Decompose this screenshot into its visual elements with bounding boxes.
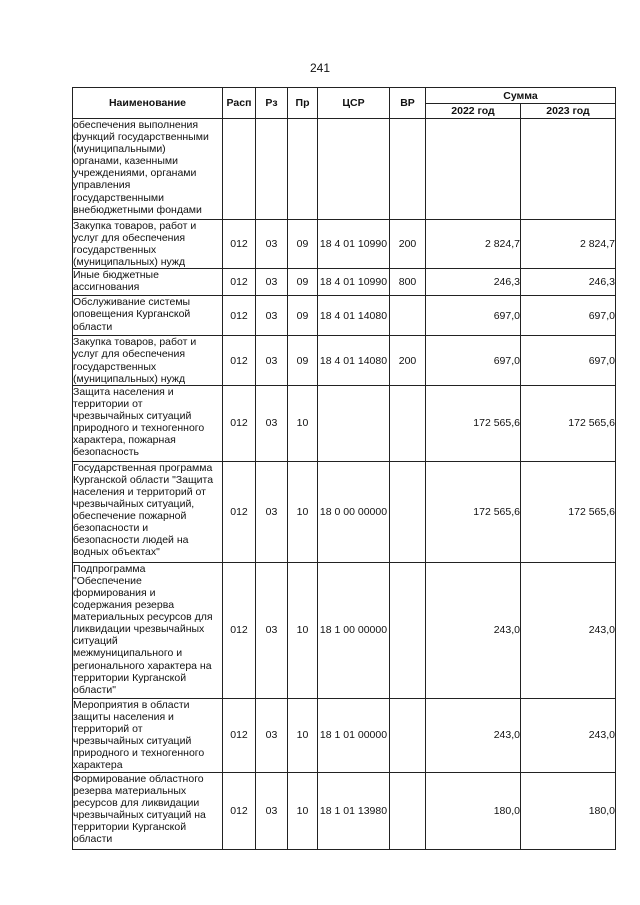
cell-vr: 800: [390, 269, 426, 296]
budget-table: [72, 87, 616, 850]
cell-sum-2022: 172 565,6: [426, 461, 521, 562]
table-body: [73, 119, 616, 850]
cell-sum-2023: 172 565,6: [521, 461, 616, 562]
cell-rasp: 012: [223, 698, 256, 772]
table-row: [73, 269, 616, 296]
header-vr: ВР: [390, 88, 426, 119]
cell-sum-2023: 697,0: [521, 336, 616, 385]
header-rz: Рз: [256, 88, 288, 119]
cell-pr: 10: [288, 698, 318, 772]
cell-sum-2023: 180,0: [521, 772, 616, 849]
cell-sum-2022: 697,0: [426, 336, 521, 385]
cell-rz: 03: [256, 461, 288, 562]
header-sum: Сумма: [426, 88, 616, 104]
cell-rasp: 012: [223, 220, 256, 269]
cell-pr: 10: [288, 461, 318, 562]
table-row: [73, 336, 616, 385]
cell-sum-2022: 172 565,6: [426, 385, 521, 461]
cell-sum-2023: 243,0: [521, 698, 616, 772]
cell-rz: 03: [256, 772, 288, 849]
cell-name: Обслуживание системы оповещения Курганской области: [73, 296, 223, 336]
table-row: [73, 698, 616, 772]
cell-sum-2022: 2 824,7: [426, 220, 521, 269]
cell-csr: 18 4 01 14080: [318, 336, 390, 385]
cell-rasp: 012: [223, 385, 256, 461]
cell-name: Закупка товаров, работ и услуг для обеспечения государственных (муниципальных) нужд: [73, 336, 223, 385]
cell-sum-2023: 243,0: [521, 562, 616, 698]
cell-sum-2023: 246,3: [521, 269, 616, 296]
cell-csr: [318, 119, 390, 220]
cell-name: Защита населения и территории от чрезвычайных ситуаций природного и техногенного характера, пожарная безопасность: [73, 385, 223, 461]
cell-rz: 03: [256, 336, 288, 385]
cell-sum-2023: [521, 119, 616, 220]
cell-name: Формирование областного резерва материальных ресурсов для ликвидации чрезвычайных ситуаций на территории Курганской области: [73, 772, 223, 849]
cell-pr: [288, 119, 318, 220]
cell-pr: 09: [288, 296, 318, 336]
cell-rasp: 012: [223, 296, 256, 336]
cell-name: Государственная программа Курганской области "Защита населения и территорий от чрезвычайных ситуаций, обеспечение пожарной безопасности и безопасности людей на водных объектах": [73, 461, 223, 562]
cell-sum-2022: [426, 119, 521, 220]
cell-rasp: 012: [223, 461, 256, 562]
cell-pr: 10: [288, 385, 318, 461]
cell-pr: 09: [288, 269, 318, 296]
cell-csr: 18 4 01 10990: [318, 220, 390, 269]
header-pr: Пр: [288, 88, 318, 119]
cell-pr: 10: [288, 562, 318, 698]
cell-rz: 03: [256, 296, 288, 336]
cell-pr: 09: [288, 336, 318, 385]
cell-csr: [318, 385, 390, 461]
cell-rz: 03: [256, 269, 288, 296]
cell-rz: [256, 119, 288, 220]
header-name: Наименование: [73, 88, 223, 119]
cell-name: Подпрограмма "Обеспечение формирования и содержания резерва материальных ресурсов для ликвидации чрезвычайных ситуаций межмуниципального и регионального характера на территории Курганской области": [73, 562, 223, 698]
cell-csr: 18 1 01 13980: [318, 772, 390, 849]
cell-name: обеспечения выполнения функций государственными (муниципальными) органами, казенными учреждениями, органами управления государственными внебюджетными фондами: [73, 119, 223, 220]
cell-vr: 200: [390, 336, 426, 385]
cell-sum-2022: 243,0: [426, 562, 521, 698]
cell-vr: [390, 119, 426, 220]
header-year-2023: 2023 год: [521, 104, 616, 119]
cell-vr: [390, 385, 426, 461]
table-row: [73, 220, 616, 269]
cell-rz: 03: [256, 698, 288, 772]
cell-vr: [390, 562, 426, 698]
cell-name: Закупка товаров, работ и услуг для обеспечения государственных (муниципальных) нужд: [73, 220, 223, 269]
table-header: [73, 88, 616, 119]
table-row: [73, 296, 616, 336]
header-year-2022: 2022 год: [426, 104, 521, 119]
cell-name: Иные бюджетные ассигнования: [73, 269, 223, 296]
cell-sum-2022: 246,3: [426, 269, 521, 296]
cell-rasp: 012: [223, 562, 256, 698]
cell-csr: 18 4 01 14080: [318, 296, 390, 336]
cell-sum-2023: 2 824,7: [521, 220, 616, 269]
table-row: [73, 385, 616, 461]
cell-rasp: 012: [223, 336, 256, 385]
cell-rz: 03: [256, 385, 288, 461]
cell-csr: 18 1 00 00000: [318, 562, 390, 698]
table-row: [73, 772, 616, 849]
page-number: 241: [309, 61, 331, 75]
table-row: [73, 461, 616, 562]
table-row: [73, 562, 616, 698]
cell-sum-2022: 180,0: [426, 772, 521, 849]
cell-rz: 03: [256, 220, 288, 269]
cell-sum-2022: 697,0: [426, 296, 521, 336]
cell-sum-2023: 697,0: [521, 296, 616, 336]
cell-sum-2022: 243,0: [426, 698, 521, 772]
cell-vr: [390, 296, 426, 336]
cell-rasp: [223, 119, 256, 220]
cell-csr: 18 0 00 00000: [318, 461, 390, 562]
cell-rasp: 012: [223, 772, 256, 849]
cell-vr: 200: [390, 220, 426, 269]
table-row: [73, 119, 616, 220]
cell-vr: [390, 698, 426, 772]
cell-csr: 18 4 01 10990: [318, 269, 390, 296]
cell-name: Мероприятия в области защиты населения и территорий от чрезвычайных ситуаций природного и техногенного характера: [73, 698, 223, 772]
cell-vr: [390, 772, 426, 849]
cell-pr: 09: [288, 220, 318, 269]
cell-csr: 18 1 01 00000: [318, 698, 390, 772]
cell-sum-2023: 172 565,6: [521, 385, 616, 461]
cell-rz: 03: [256, 562, 288, 698]
cell-pr: 10: [288, 772, 318, 849]
cell-rasp: 012: [223, 269, 256, 296]
header-csr: ЦСР: [318, 88, 390, 119]
cell-vr: [390, 461, 426, 562]
header-rasp: Расп: [223, 88, 256, 119]
